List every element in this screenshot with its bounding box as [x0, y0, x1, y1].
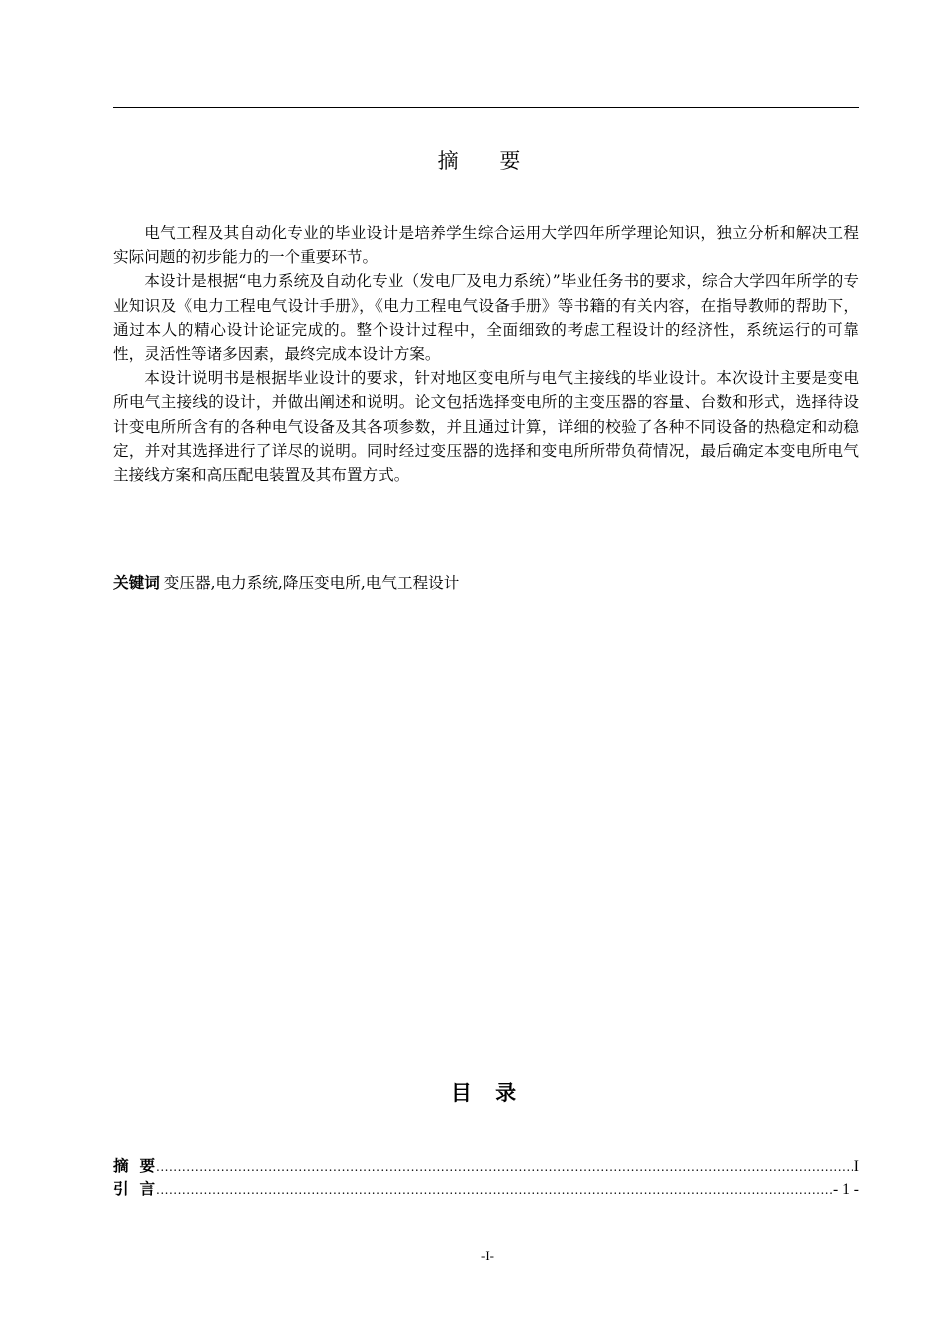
abstract-paragraph-2: 本设计是根据“电力系统及自动化专业（发电厂及电力系统）”毕业任务书的要求，综合大学四年所学的专业知识及《电力工程电气设计手册》，《电力工程电气设备手册》等书籍的有关内容，在指导教师的帮助下，通过本人的精心设计论证完成的。整个设计过程中，全面细致的考虑工程设计的经济性，系统运行的可靠性，灵活性等诸多因素，最终完成本设计方案。 [113, 272, 859, 364]
abstract-paragraph-1: 电气工程及其自动化专业的毕业设计是培养学生综合运用大学四年所学理论知识，独立分析和解决工程实际问题的初步能力的一个重要环节。 [113, 224, 859, 267]
toc-entry-abstract[interactable] [113, 1155, 859, 1178]
header-rule [113, 107, 859, 108]
toc-entry-introduction[interactable] [113, 1178, 859, 1201]
abstract-paragraph-3: 本设计说明书是根据毕业设计的要求，针对地区变电所与电气主接线的毕业设计。本次设计主要是变电所电气主接线的设计，并做出阐述和说明。论文包括选择变电所的主变压器的容量、台数和形式，选择待设计变电所所含有的各种电气设备及其各项参数，并且通过计算，详细的校验了各种不同设备的热稳定和动稳定，并对其选择进行了详尽的说明。同时经过变压器的选择和变电所所带负荷情况，最后确定本变电所电气主接线方案和高压配电装置及其布置方式。 [113, 369, 859, 485]
footer-page-number: -I- [481, 1248, 494, 1263]
toc-dot-leader [156, 1179, 832, 1202]
toc-entry-page: I [853, 1158, 859, 1175]
toc-dot-leader [156, 1156, 853, 1179]
keywords-text: 变压器,电力系统,降压变电所,电气工程设计 [163, 574, 460, 592]
keywords-line [113, 571, 859, 595]
toc-entry-page: - 1 - [833, 1181, 859, 1198]
abstract-title: 摘 要 [437, 149, 538, 173]
toc-entry-label: 引 言 [113, 1180, 156, 1198]
toc-entry-label: 摘 要 [113, 1157, 156, 1175]
abstract-body [113, 221, 859, 487]
toc-title: 目 录 [450, 1081, 525, 1105]
table-of-contents [113, 1155, 859, 1201]
keywords-label: 关键词 [113, 574, 160, 592]
